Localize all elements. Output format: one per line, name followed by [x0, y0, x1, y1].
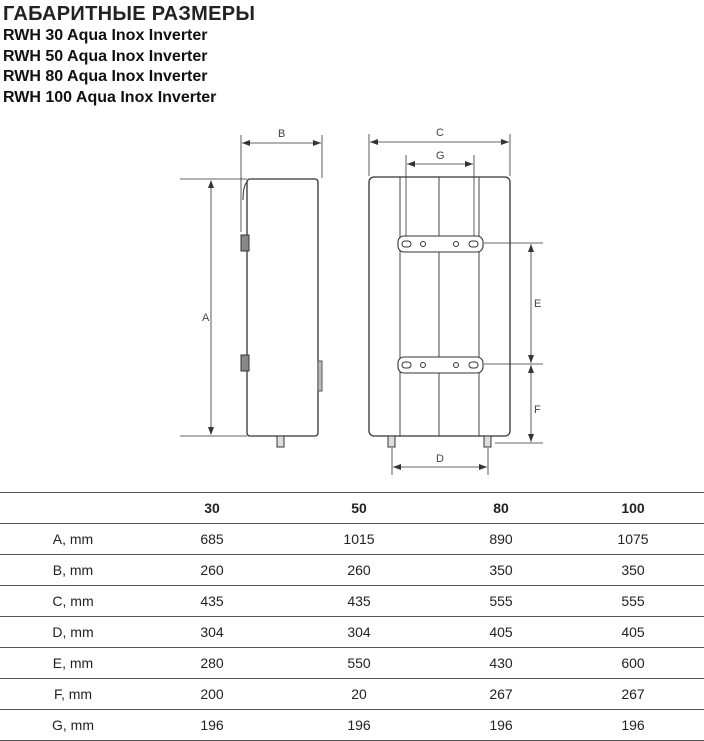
model-line-4: RWH 100 Aqua Inox Inverter: [3, 88, 217, 106]
side-view-upper-bracket: [241, 235, 249, 251]
dimensions-table: [0, 492, 704, 741]
table-cell: 550: [347, 655, 371, 671]
row-label: A, mm: [52, 531, 94, 547]
dimension-g: [406, 155, 474, 236]
table-cell: 430: [489, 655, 513, 671]
table-cell: 350: [621, 562, 645, 578]
side-view: [241, 179, 322, 447]
label-d: D: [436, 453, 444, 465]
table-cell: 435: [347, 593, 371, 609]
table-cell: 600: [621, 655, 645, 671]
table-cell: 1015: [343, 531, 375, 547]
table-cell: 304: [347, 624, 371, 640]
header-cell: 30: [204, 500, 220, 516]
model-line-2: RWH 50 Aqua Inox Inverter: [3, 47, 208, 65]
table-row: [0, 679, 704, 710]
table-row: [0, 617, 704, 648]
side-view-control: [318, 361, 322, 391]
table-cell: 196: [200, 717, 224, 733]
row-label: C, mm: [52, 593, 94, 609]
table-cell: 200: [200, 686, 224, 702]
table-cell: 555: [489, 593, 513, 609]
row-label: D, mm: [52, 624, 94, 640]
row-label: F, mm: [53, 686, 93, 702]
table-row: [0, 555, 704, 586]
front-view: [369, 177, 510, 447]
table-cell: 890: [489, 531, 513, 547]
label-a: A: [202, 312, 210, 324]
table-cell: 267: [621, 686, 645, 702]
front-view-left-pipe: [388, 436, 395, 447]
label-f: F: [534, 404, 541, 416]
model-line-1: RWH 30 Aqua Inox Inverter: [3, 27, 208, 44]
table-cell: 267: [489, 686, 513, 702]
table-cell: 555: [621, 593, 645, 609]
label-c: C: [436, 127, 444, 139]
table-cell: 405: [489, 624, 513, 640]
table-row: [0, 710, 704, 741]
row-label: B, mm: [52, 562, 94, 578]
table-cell: 280: [200, 655, 224, 671]
front-view-body: [369, 177, 510, 436]
table-cell: 260: [347, 562, 371, 578]
table-row: [0, 524, 704, 555]
table-cell: 196: [621, 717, 645, 733]
table-cell: 435: [200, 593, 224, 609]
table-cell: 1075: [617, 531, 649, 547]
model-line-3: RWH 80 Aqua Inox Inverter: [3, 68, 208, 85]
dimension-b: [241, 135, 322, 232]
table-cell: 196: [347, 717, 371, 733]
dimension-a: [180, 179, 247, 436]
page-title: ГАБАРИТНЫЕ РАЗМЕРЫ: [3, 3, 256, 25]
table-cell: 20: [351, 686, 367, 702]
table-cell: 405: [621, 624, 645, 640]
side-view-pipe: [277, 436, 284, 447]
header-cell: 80: [493, 500, 509, 516]
front-view-right-pipe: [484, 436, 491, 447]
side-view-lower-bracket: [241, 355, 249, 371]
label-e: E: [534, 298, 542, 310]
header-cell: [0, 493, 146, 524]
side-view-body: [247, 179, 318, 436]
label-g: G: [436, 150, 445, 162]
row-label: G, mm: [52, 717, 94, 733]
table-cell: 685: [200, 531, 224, 547]
table-cell: 350: [489, 562, 513, 578]
table-cell: 260: [200, 562, 224, 578]
header-cell: 100: [621, 500, 645, 516]
table-row: [0, 648, 704, 679]
table-row: [0, 586, 704, 617]
row-label: E, mm: [52, 655, 94, 671]
table-cell: 196: [489, 717, 513, 733]
header-cell: 50: [351, 500, 367, 516]
table-cell: 304: [200, 624, 224, 640]
label-b: B: [278, 128, 286, 140]
table-header-row: [0, 493, 704, 524]
